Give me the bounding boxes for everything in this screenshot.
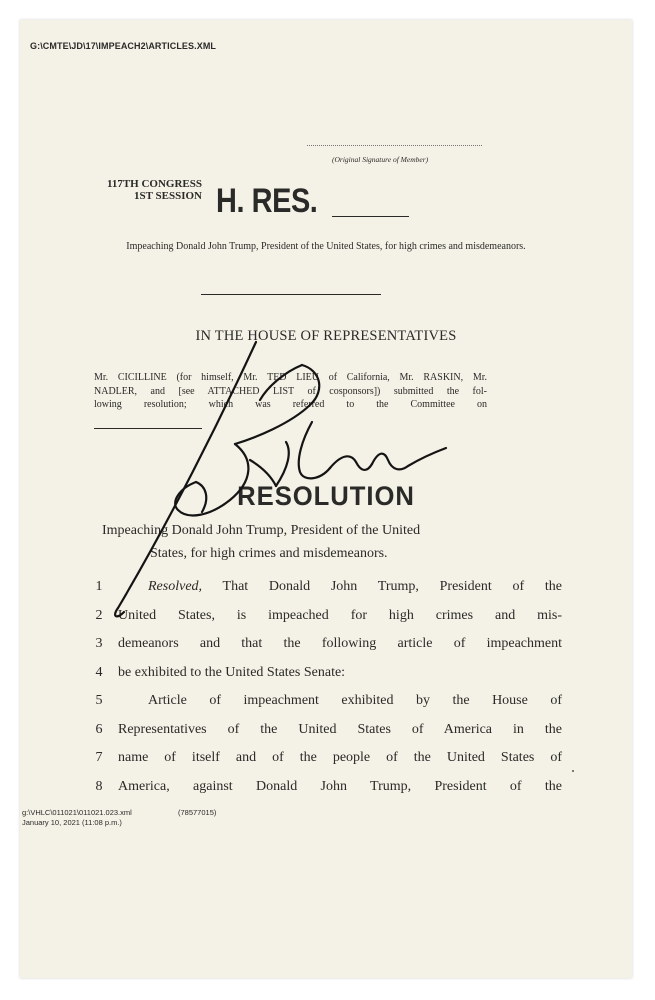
- body-line: [92, 602, 562, 631]
- line-text: be exhibited to the United States Senate:: [118, 664, 346, 680]
- sponsors-line-3: lowing resolution; which was referred to the Committee on: [94, 399, 487, 410]
- divider-rule: [201, 294, 381, 295]
- sponsors-paragraph: [94, 371, 487, 412]
- line-number: 8: [95, 778, 103, 794]
- document-page: [20, 20, 632, 978]
- line-text: demeanors and that the following article of impeachment: [118, 636, 562, 651]
- body-line: [92, 630, 562, 659]
- line-number: 6: [95, 721, 103, 737]
- body-line: [92, 687, 562, 716]
- session-label: 1ST SESSION: [134, 190, 202, 202]
- line-number: 4: [95, 664, 103, 680]
- line-text: Representatives of the United States of America in the: [118, 721, 562, 737]
- short-title: Impeaching Donald John Trump, President of the United States, for high crimes and misdemeanors.: [126, 241, 526, 252]
- file-path: G:\CMTE\JD\17\IMPEACH2\ARTICLES.XML: [30, 41, 217, 51]
- bill-number-blank: [332, 216, 409, 217]
- body-line: [92, 716, 562, 745]
- resolution-title-line-1: Impeaching Donald John Trump, President of the United: [102, 523, 421, 538]
- line-text: Article of impeachment exhibited by the House of: [148, 693, 562, 708]
- resolution-title: [102, 519, 552, 565]
- signature-caption: (Original Signature of Member): [332, 155, 429, 164]
- committee-blank: [94, 428, 202, 429]
- house-heading: IN THE HOUSE OF REPRESENTATIVES: [195, 328, 457, 344]
- signature-line: [307, 145, 482, 146]
- body-line: [92, 773, 562, 802]
- congress-session: [82, 178, 202, 202]
- bill-designation: H. RES.: [216, 182, 318, 220]
- congress-label: 117TH CONGRESS: [106, 178, 202, 190]
- line-number: 5: [95, 693, 103, 708]
- footer-file: g:\VHLC\011021\011021.023.xml: [22, 808, 132, 817]
- line-text: name of itself and of the people of the United States of: [118, 750, 562, 765]
- line-text: America, against Donald John Trump, President of the: [118, 778, 562, 794]
- resolution-body: [92, 573, 562, 801]
- line-number: 3: [95, 636, 103, 651]
- body-line: [92, 659, 562, 688]
- margin-dot: [572, 770, 574, 772]
- line-number: 1: [95, 579, 103, 594]
- sponsors-line-2: NADLER, and [see ATTACHED LIST of cosponsors]) submitted the fol-: [94, 385, 487, 397]
- sponsors-line-1: Mr. CICILLINE (for himself, Mr. TED LIEU of California, Mr. RASKIN, Mr.: [94, 372, 487, 383]
- resolved-word: Resolved,: [148, 579, 203, 594]
- body-line: [92, 744, 562, 773]
- resolution-heading: RESOLUTION: [237, 481, 415, 511]
- resolution-title-line-2: States, for high crimes and misdemeanors.: [150, 546, 388, 561]
- line-number: 7: [95, 750, 103, 765]
- line-text: Resolved, That Donald John Trump, President of the: [148, 579, 562, 594]
- line-number: 2: [95, 607, 103, 623]
- body-line: [92, 573, 562, 602]
- line-text: United States, is impeached for high crimes and mis-: [118, 607, 562, 623]
- footer-id: (78577015): [178, 808, 217, 817]
- footer-date: January 10, 2021 (11:08 p.m.): [22, 818, 122, 827]
